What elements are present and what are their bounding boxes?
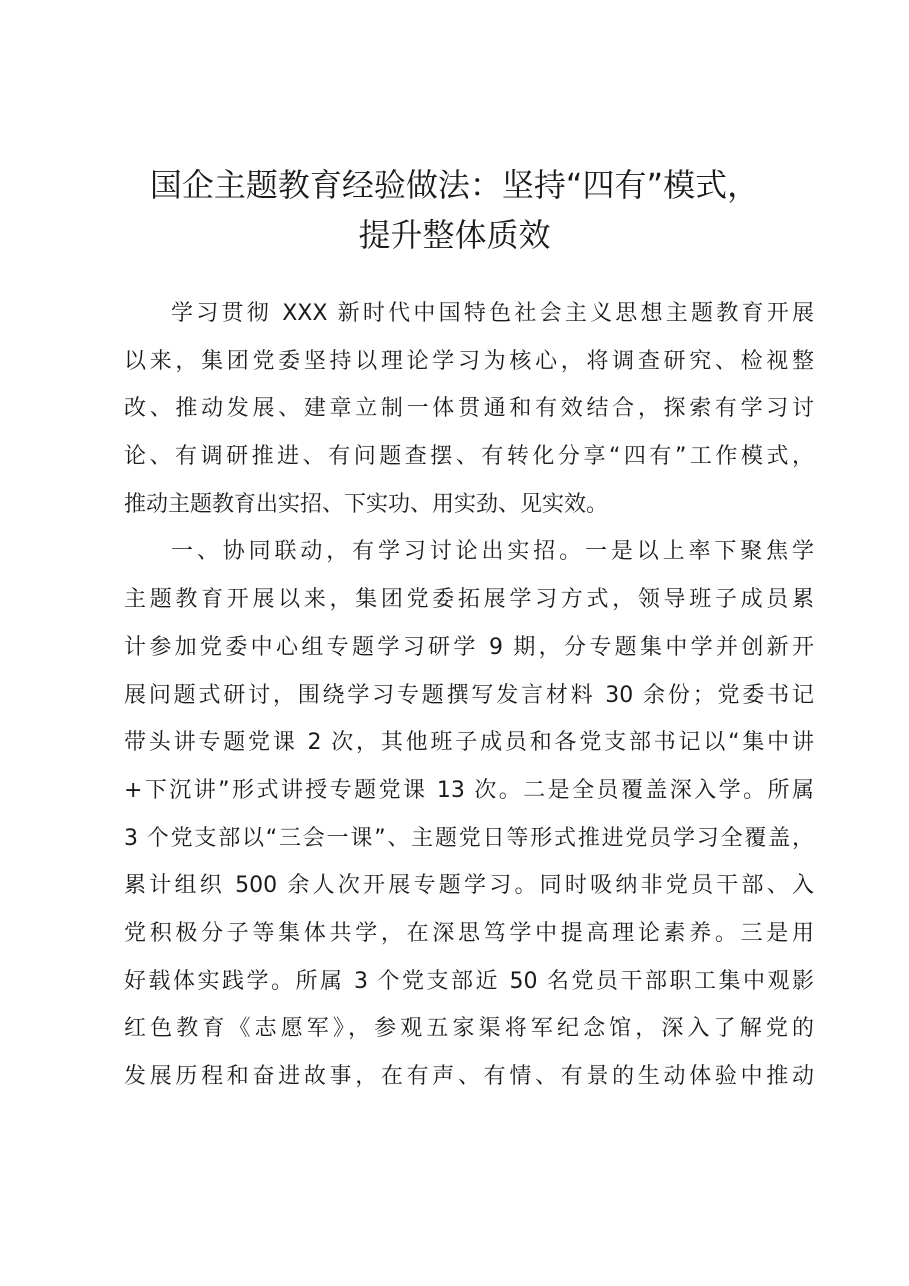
title-line-1: 国企主题教育经验做法：坚持“四有”模式，	[149, 166, 760, 204]
paragraph-line: 主题教育开展以来，集团党委拓展学习方式，领导班子成员累	[124, 587, 814, 613]
document-body	[124, 290, 814, 1101]
paragraph-line: 改、推动发展、建章立制一体贯通和有效结合，探索有学习讨	[124, 396, 814, 422]
paragraph-line: 论、有调研推进、有问题查摆、有转化分享“四有”工作模式，	[124, 444, 814, 470]
paragraph-line: 红色教育《志愿军》，参观五家渠将军纪念馆，深入了解党的	[124, 1016, 814, 1042]
paragraph-line: 推动主题教育出实招、下实功、用实劲、见实效。	[124, 491, 609, 517]
paragraph-line: 计参加党委中心组专题学习研学 9 期，分专题集中学并创新开	[124, 634, 814, 660]
paragraph-line: 党积极分子等集体共学，在深思笃学中提高理论素养。三是用	[124, 920, 814, 946]
document-title	[100, 160, 809, 260]
paragraph-line: 3 个党支部以“三会一课”、主题党日等形式推进党员学习全覆盖，	[124, 825, 814, 851]
paragraph-line: 一、协同联动，有学习讨论出实招。一是以上率下聚焦学	[171, 539, 814, 565]
paragraph-line: 以来，集团党委坚持以理论学习为核心，将调查研究、检视整	[124, 348, 814, 374]
paragraph-section-1	[124, 528, 814, 1100]
paragraph-line: 展问题式研讨，围绕学习专题撰写发言材料 30 余份；党委书记	[124, 682, 814, 708]
paragraph-line: 学习贯彻 XXX 新时代中国特色社会主义思想主题教育开展	[171, 301, 814, 326]
paragraph-intro	[124, 290, 814, 528]
paragraph-line: 累计组织 500 余人次开展专题学习。同时吸纳非党员干部、入	[124, 873, 814, 899]
paragraph-line: +下沉讲”形式讲授专题党课 13 次。二是全员覆盖深入学。所属	[124, 777, 814, 803]
paragraph-line: 发展历程和奋进故事，在有声、有情、有景的生动体验中推动	[124, 1064, 814, 1089]
paragraph-line: 好载体实践学。所属 3 个党支部近 50 名党员干部职工集中观影	[124, 968, 814, 994]
title-line-2: 提升整体质效	[358, 216, 551, 254]
paragraph-line: 带头讲专题党课 2 次，其他班子成员和各党支部书记以“集中讲	[124, 730, 814, 756]
